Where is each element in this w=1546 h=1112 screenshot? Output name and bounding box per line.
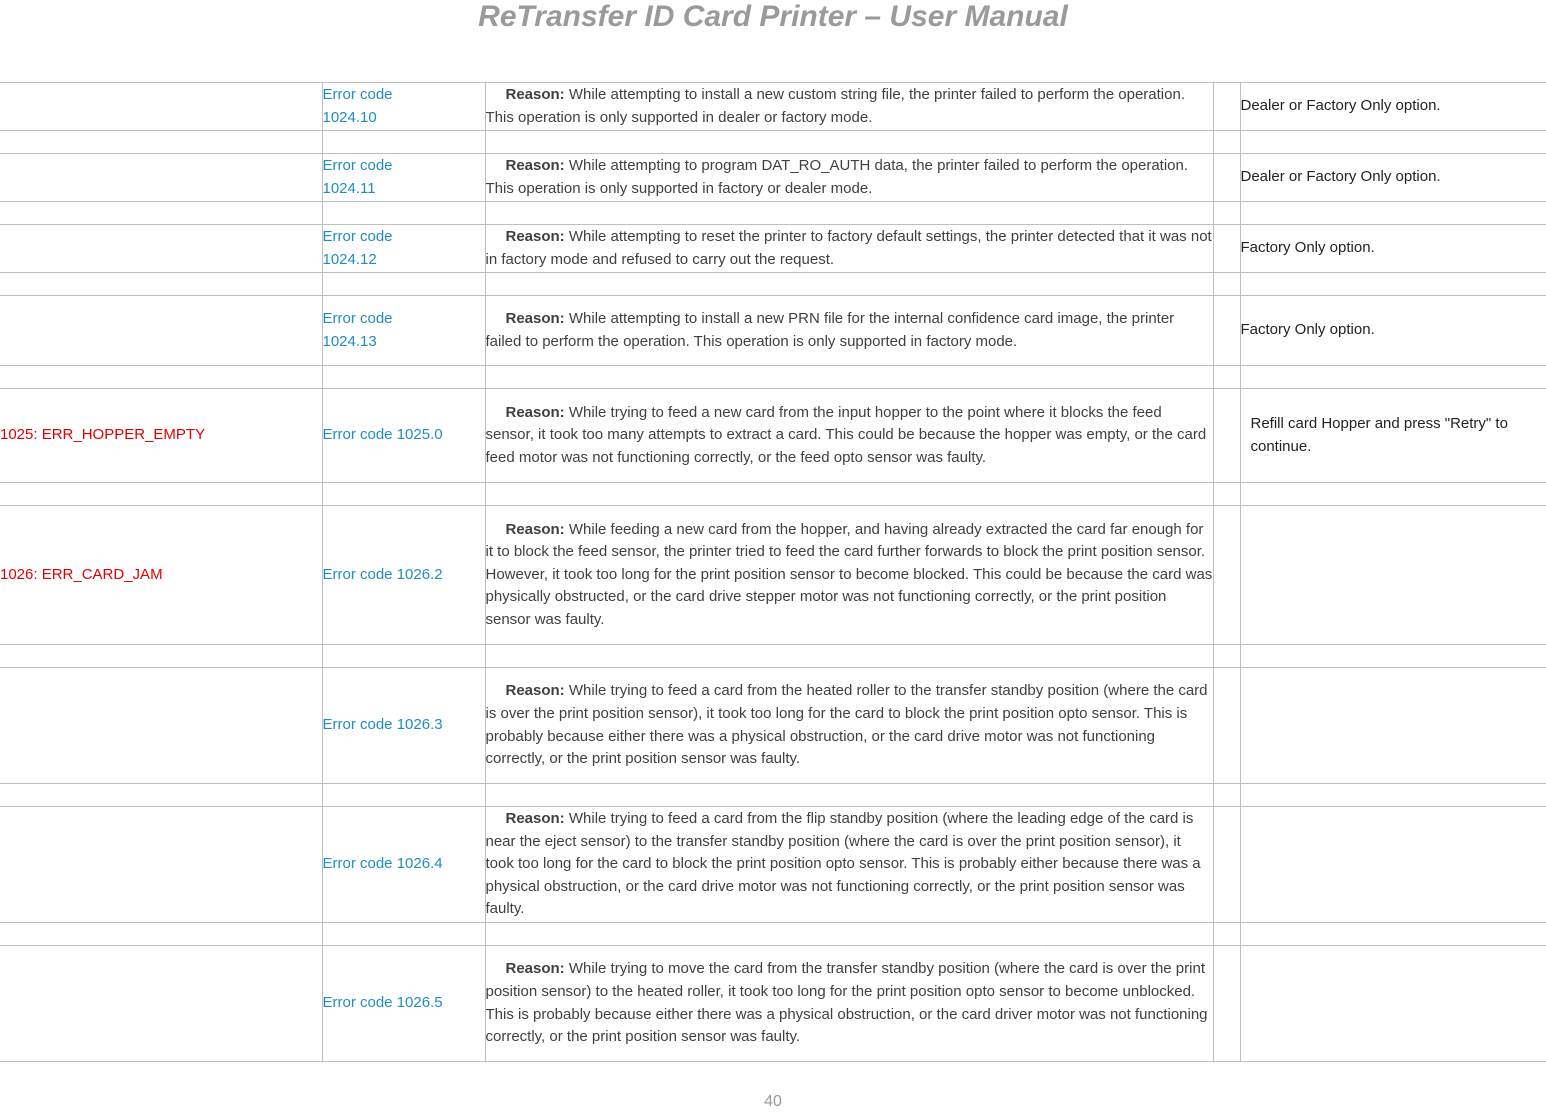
action-cell: Dealer or Factory Only option. [1240,83,1546,131]
reason-cell [485,946,1213,1062]
spacer-cell [1240,483,1546,506]
spacer-row [0,273,1546,296]
spacer-row [0,366,1546,389]
spacer-cell [1213,225,1240,273]
spacer-cell [0,483,322,506]
spacer-row [0,645,1546,668]
spacer-cell [1240,784,1546,807]
reason-cell [485,807,1213,923]
spacer-cell [1240,366,1546,389]
table-row [0,668,1546,784]
reason-cell [485,83,1213,131]
reason-label: Reason: [505,810,565,828]
error-name-cell [0,225,322,273]
table-row [0,83,1546,131]
spacer-cell [485,784,1213,807]
error-name-cell [0,668,322,784]
error-code-number: 1024.10 [322,108,377,126]
table-row [0,946,1546,1062]
error-code-cell [322,225,485,273]
spacer-cell [1240,645,1546,668]
error-name-cell [0,154,322,202]
table-row [0,807,1546,923]
error-code-number: 1024.11 [322,179,376,197]
error-code-cell [322,296,485,366]
reason-cell [485,506,1213,645]
error-name-cell: 1026: ERR_CARD_JAM [0,506,322,645]
reason-text: While trying to feed a card from the flip standby position (where the leading edge of the card is near the eject sensor) to the transfer standby position (where the card is over the print position sensor), it took too long for the card to block the print position opto sensor. This is probably either because there was a physical obstruction, or the card drive motor was not functioning correctly, or the print position sensor was faulty. [485,810,1201,918]
error-code-table [0,82,1546,1062]
action-cell [1240,506,1546,645]
spacer-cell [1213,645,1240,668]
error-name-cell [0,83,322,131]
spacer-cell [1213,366,1240,389]
action-cell [1240,946,1546,1062]
page-number: 40 [764,1093,782,1110]
spacer-cell [1213,784,1240,807]
spacer-cell [0,366,322,389]
error-code-cell: Error code 1026.3 [322,668,485,784]
reason-text: While attempting to reset the printer to factory default settings, the printer detected that it was not in factory mode and refused to carry out the request. [485,227,1212,268]
error-code-label: Error code [322,85,393,103]
table-row [0,389,1546,483]
spacer-cell [0,131,322,154]
reason-label: Reason: [505,960,565,978]
reason-text: While attempting to install a new custom string file, the printer failed to perform the operation. This operation is only supported in dealer or factory mode. [485,85,1185,126]
spacer-row [0,923,1546,946]
spacer-cell [1240,131,1546,154]
spacer-cell [1213,483,1240,506]
action-cell: Factory Only option. [1240,296,1546,366]
spacer-cell [322,366,485,389]
spacer-cell [1213,154,1240,202]
reason-cell [485,389,1213,483]
spacer-cell [1213,807,1240,923]
spacer-cell [0,923,322,946]
spacer-cell [0,202,322,225]
table-row [0,154,1546,202]
reason-cell [485,668,1213,784]
spacer-cell [1213,83,1240,131]
spacer-row [0,483,1546,506]
reason-text: While attempting to program DAT_RO_AUTH data, the printer failed to perform the operation. This operation is only supported in factory or dealer mode. [485,156,1189,197]
spacer-cell [1240,273,1546,296]
action-cell [1240,807,1546,923]
spacer-row [0,131,1546,154]
table-row [0,296,1546,366]
action-cell: Dealer or Factory Only option. [1240,154,1546,202]
spacer-cell [1213,923,1240,946]
error-name-cell [0,807,322,923]
action-cell: Factory Only option. [1240,225,1546,273]
error-code-cell: Error code 1026.2 [322,506,485,645]
spacer-row [0,202,1546,225]
error-code-label: Error code [322,156,393,174]
spacer-cell [485,645,1213,668]
spacer-cell [485,923,1213,946]
reason-label: Reason: [505,156,565,174]
error-code-cell [322,154,485,202]
spacer-cell [485,366,1213,389]
spacer-cell [322,784,485,807]
spacer-cell [0,784,322,807]
reason-cell [485,154,1213,202]
error-name-cell [0,946,322,1062]
reason-cell [485,296,1213,366]
spacer-cell [1213,273,1240,296]
spacer-cell [485,202,1213,225]
reason-label: Reason: [505,520,565,538]
error-code-cell [322,83,485,131]
reason-label: Reason: [505,85,565,103]
spacer-row [0,784,1546,807]
spacer-cell [322,273,485,296]
error-code-label: Error code [322,309,393,327]
document-title: ReTransfer ID Card Printer – User Manual [478,0,1068,33]
reason-text: While trying to feed a card from the heated roller to the transfer standby position (where the card is over the print position sensor), it took too long for the card to block the print position opto sensor. This is probably because either there was a physical obstruction, or the card drive motor was not functioning correctly, or the print position sensor was faulty. [485,682,1208,768]
spacer-cell [322,645,485,668]
reason-text: While attempting to install a new PRN file for the internal confidence card image, the printer failed to perform the operation. This operation is only supported in factory mode. [485,309,1175,350]
error-code-number: 1024.13 [322,332,377,350]
spacer-cell [485,131,1213,154]
table-row [0,506,1546,645]
error-name-cell [0,296,322,366]
error-code-number: 1024.12 [322,250,377,268]
spacer-cell [322,483,485,506]
spacer-cell [1240,923,1546,946]
error-code-cell: Error code 1026.5 [322,946,485,1062]
spacer-cell [1213,296,1240,366]
spacer-cell [485,483,1213,506]
error-code-label: Error code [322,227,393,245]
spacer-cell [0,273,322,296]
spacer-cell [322,923,485,946]
reason-cell [485,225,1213,273]
action-cell: Refill card Hopper and press "Retry" to continue. [1240,389,1546,483]
spacer-cell [322,202,485,225]
spacer-cell [1213,668,1240,784]
error-code-cell: Error code 1025.0 [322,389,485,483]
table-row [0,225,1546,273]
reason-label: Reason: [505,309,565,327]
reason-label: Reason: [505,403,565,421]
error-code-cell: Error code 1026.4 [322,807,485,923]
reason-label: Reason: [505,682,565,700]
reason-text: While feeding a new card from the hopper, and having already extracted the card far enough for it to block the feed sensor, the printer tried to feed the card further forwards to block the print position sensor. However, it took too long for the print position sensor to become blocked. This could be because the card was physically obstructed, or the card drive stepper motor was not functioning correctly, or the print position sensor was faulty. [485,520,1213,628]
error-name-cell: 1025: ERR_HOPPER_EMPTY [0,389,322,483]
reason-text: While trying to move the card from the transfer standby position (where the card is over the print position sensor) to the heated roller, it took too long for the print position opto sensor to become unblocked. This is probably because either there was a physical obstruction, or the card driver motor was not functioning correctly, or the print position sensor was faulty. [485,960,1208,1046]
reason-text: While trying to feed a new card from the input hopper to the point where it blocks the feed sensor, it took too many attempts to extract a card. This could be because the hopper was empty, or the card feed motor was not functioning correctly, or the feed opto sensor was faulty. [485,403,1207,466]
spacer-cell [1213,946,1240,1062]
spacer-cell [1213,389,1240,483]
spacer-cell [1213,131,1240,154]
spacer-cell [485,273,1213,296]
spacer-cell [1240,202,1546,225]
reason-label: Reason: [505,227,565,245]
spacer-cell [0,645,322,668]
action-cell [1240,668,1546,784]
spacer-cell [322,131,485,154]
spacer-cell [1213,506,1240,645]
spacer-cell [1213,202,1240,225]
